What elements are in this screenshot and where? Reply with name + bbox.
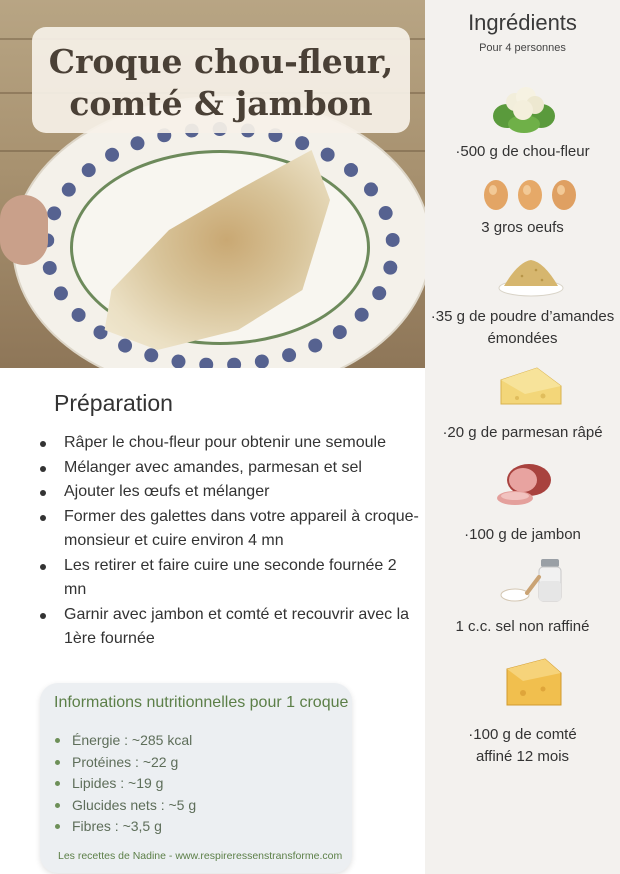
recipe-title: Croque chou-fleur, comté & jambon <box>48 42 394 123</box>
comte-icon <box>501 655 563 713</box>
parmesan-icon <box>497 364 563 412</box>
title-box <box>32 27 410 133</box>
nutrition-list <box>54 730 196 838</box>
nutrition-box <box>40 683 352 873</box>
ingredient-salt: 1 c.c. sel non raffiné <box>455 618 590 635</box>
nutrition-heading: Informations nutritionnelles pour 1 croque <box>54 694 349 711</box>
list-item: Ajouter les œufs et mélanger <box>38 480 423 505</box>
recipe-photo <box>0 0 425 368</box>
ingredient-parmesan: ·20 g de parmesan râpé <box>442 424 603 441</box>
ham-icon <box>493 458 559 510</box>
list-item: Fibres : ~3,5 g <box>54 816 196 838</box>
preparation-steps <box>38 431 423 652</box>
cauliflower-icon <box>493 82 555 134</box>
ingredients-sidebar <box>425 0 620 874</box>
list-item: Mélanger avec amandes, parmesan et sel <box>38 456 423 481</box>
ingredient-eggs: 3 gros oeufs <box>481 219 564 236</box>
ingredient-cauliflower: ·500 g de chou-fleur <box>455 143 590 160</box>
hand-image <box>0 195 48 265</box>
list-item: Garnir avec jambon et comté et recouvrir avec la 1ère fournée <box>38 603 423 652</box>
servings-label: Pour 4 personnes <box>479 42 566 54</box>
ingredient-almond-powder: ·35 g de poudre d’amandes émondées <box>430 308 615 347</box>
list-item: Glucides nets : ~5 g <box>54 795 196 817</box>
salt-icon <box>499 555 563 605</box>
footer-credit: Les recettes de Nadine - www.respireressenstransforme.com <box>58 850 343 862</box>
list-item: Protéines : ~22 g <box>54 752 196 774</box>
list-item: Râper le chou-fleur pour obtenir une semoule <box>38 431 423 456</box>
ingredient-comte: ·100 g de comté affiné 12 mois <box>468 726 577 765</box>
list-item: Former des galettes dans votre appareil à croque-monsieur et cuire environ 4 mn <box>38 505 423 554</box>
list-item: Les retirer et faire cuire une seconde fournée 2 mn <box>38 554 423 603</box>
ingredients-heading: Ingrédients <box>468 10 577 35</box>
ingredient-ham: ·100 g de jambon <box>464 526 581 543</box>
list-item: Lipides : ~19 g <box>54 773 196 795</box>
eggs-icon <box>480 178 580 212</box>
almond-powder-icon <box>498 256 564 298</box>
preparation-heading: Préparation <box>54 390 173 416</box>
list-item: Énergie : ~285 kcal <box>54 730 196 752</box>
